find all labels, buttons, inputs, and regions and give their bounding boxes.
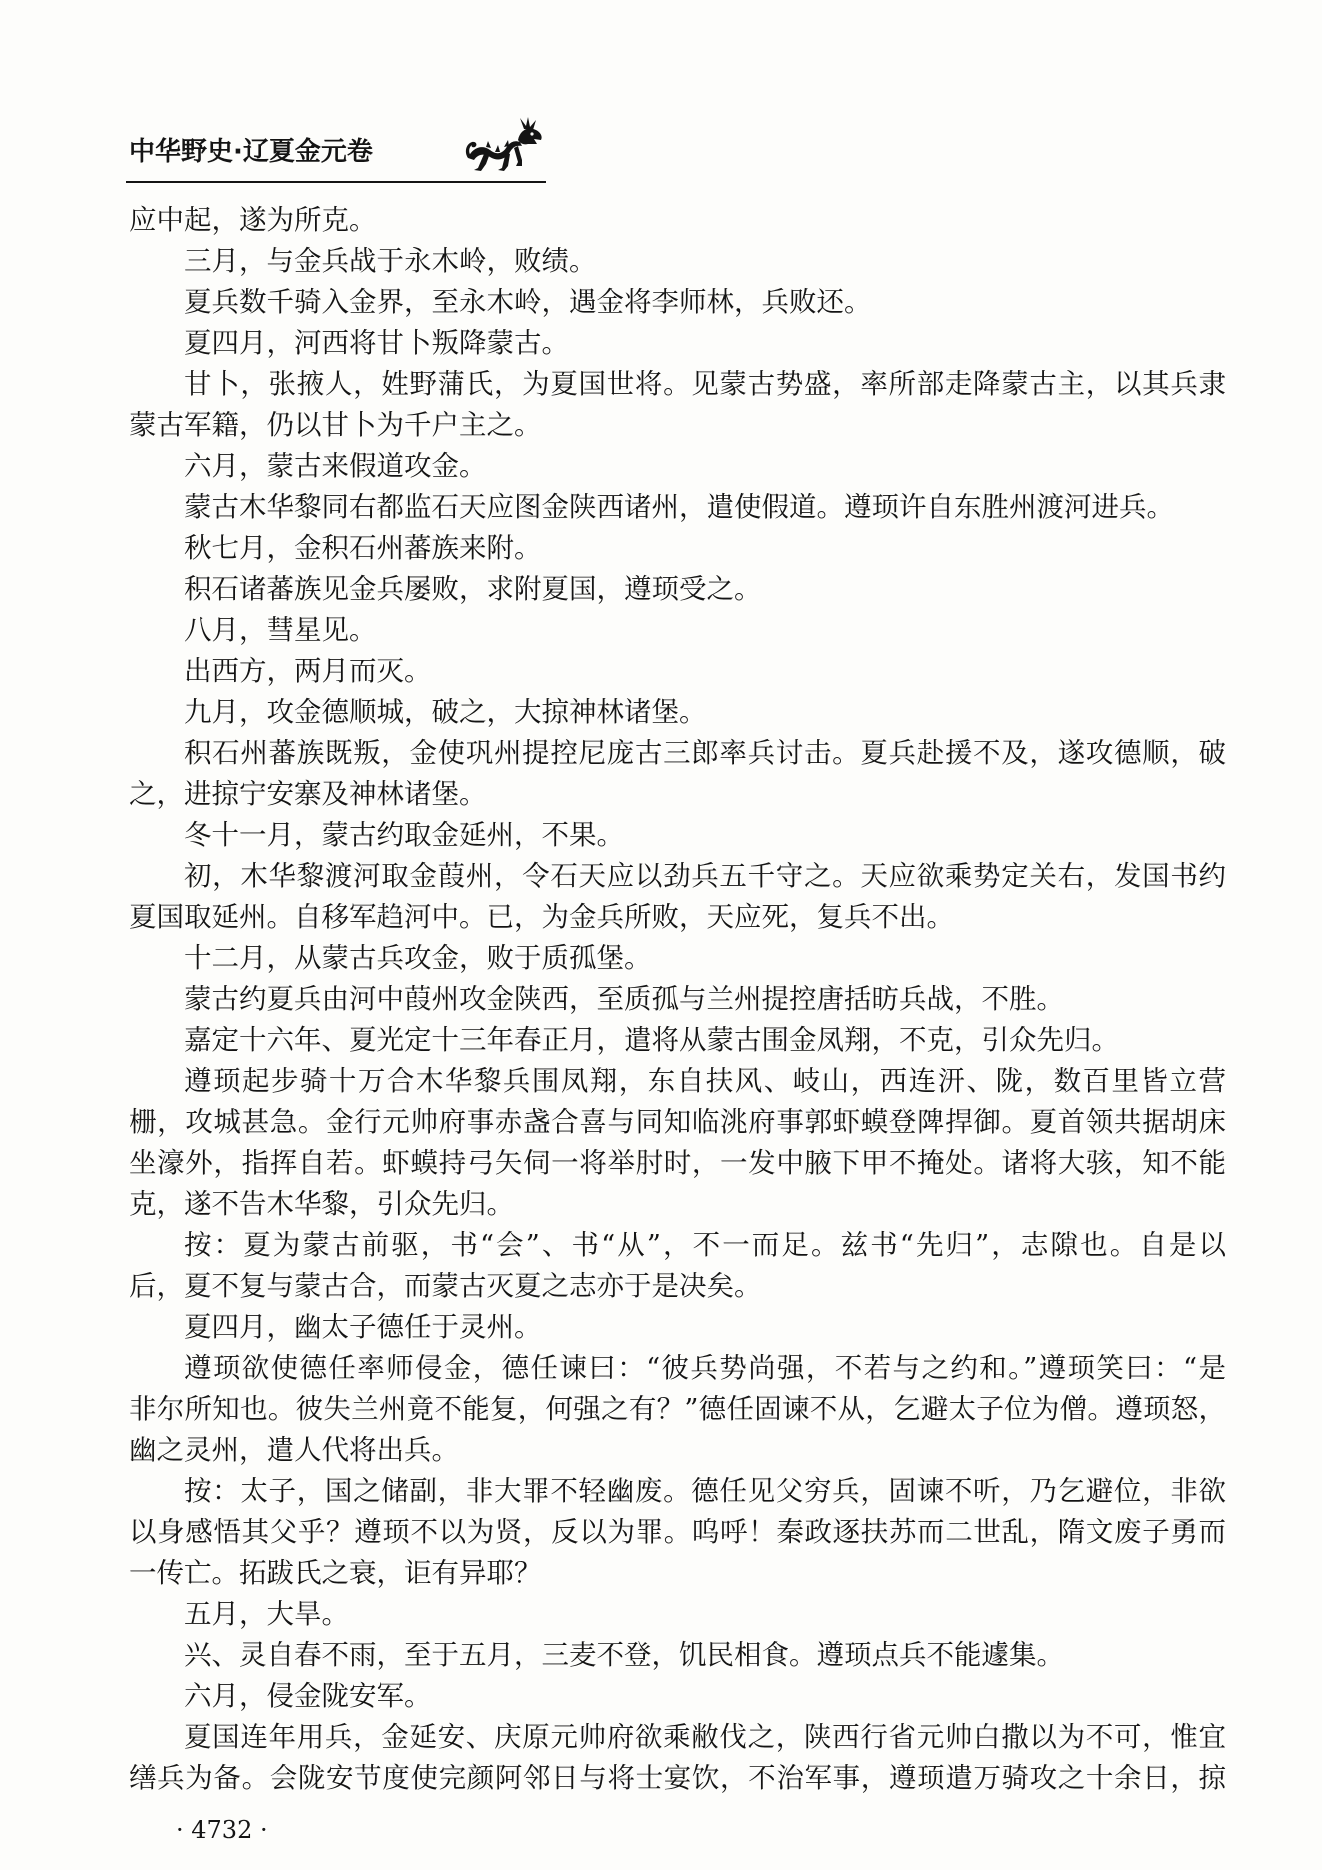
paragraph xyxy=(129,815,1226,856)
paragraph xyxy=(129,979,1226,1020)
text-line: 初，木华黎渡河取金葭州，令石天应以劲兵五千守之。天应欲乘势定关右，发国书约 xyxy=(184,860,1226,892)
text-line: 积石州蕃族既叛，金使巩州提控尼庞古三郎率兵讨击。夏兵赴援不及，遂攻德顺，破 xyxy=(184,737,1226,769)
paragraph xyxy=(129,1307,1226,1348)
text-line: 坐濠外，指挥自若。虾蟆持弓矢伺一将举肘时，一发中腋下甲不掩处。诸将大骇，知不能 xyxy=(129,1147,1226,1179)
paragraph xyxy=(129,487,1226,528)
text-line: 栅，攻城甚急。金行元帅府事赤盏合喜与同知临洮府事郭虾蟆登陴捍御。夏首领共据胡床 xyxy=(129,1106,1226,1138)
paragraph xyxy=(129,733,1226,815)
paragraph xyxy=(129,446,1226,487)
paragraph xyxy=(129,528,1226,569)
text-line: 应中起，遂为所克。 xyxy=(129,204,377,236)
paragraph xyxy=(129,610,1226,651)
text-line: 三月，与金兵战于永木岭，败绩。 xyxy=(184,245,597,277)
paragraph xyxy=(129,1717,1226,1799)
body-text xyxy=(129,200,1226,1799)
paragraph xyxy=(129,1225,1226,1307)
dragon-emblem-icon xyxy=(462,114,546,178)
text-line: 兴、灵自春不雨，至于五月，三麦不登，饥民相食。遵顼点兵不能遽集。 xyxy=(184,1639,1064,1671)
paragraph xyxy=(129,1020,1226,1061)
text-line: 遵顼起步骑十万合木华黎兵围凤翔，东自扶风、岐山，西连汧、陇，数百里皆立营 xyxy=(184,1065,1226,1097)
text-line: 幽之灵州，遣人代将出兵。 xyxy=(129,1434,459,1466)
paragraph xyxy=(129,1061,1226,1225)
text-line: 蒙古约夏兵由河中葭州攻金陕西，至质孤与兰州提控唐括昉兵战，不胜。 xyxy=(184,983,1064,1015)
text-line: 后，夏不复与蒙古合，而蒙古灭夏之志亦于是决矣。 xyxy=(129,1270,762,1302)
page-number: · 4732 · xyxy=(176,1816,268,1844)
paragraph xyxy=(129,1471,1226,1594)
text-line: 甘卜，张掖人，姓野蒲氏，为夏国世将。见蒙古势盛，率所部走降蒙古主，以其兵隶 xyxy=(184,368,1226,400)
text-line: 蒙古木华黎同右都监石天应图金陕西诸州，遣使假道。遵顼许自东胜州渡河进兵。 xyxy=(184,491,1174,523)
text-line: 蒙古军籍，仍以甘卜为千户主之。 xyxy=(129,409,542,441)
text-line: 十二月，从蒙古兵攻金，败于质孤堡。 xyxy=(184,942,652,974)
paragraph xyxy=(129,1594,1226,1635)
text-line: 非尔所知也。彼失兰州竟不能复，何强之有？”德任固谏不从，乞避太子位为僧。遵顼怒， xyxy=(129,1393,1226,1425)
text-line: 九月，攻金德顺城，破之，大掠神林诸堡。 xyxy=(184,696,707,728)
running-header-title: 中华野史·辽夏金元卷 xyxy=(129,137,373,167)
text-line: 五月，大旱。 xyxy=(184,1598,349,1630)
paragraph xyxy=(129,1676,1226,1717)
text-line: 秋七月，金积石州蕃族来附。 xyxy=(184,532,542,564)
text-line: 嘉定十六年、夏光定十三年春正月，遣将从蒙古围金凤翔，不克，引众先归。 xyxy=(184,1024,1119,1056)
paragraph xyxy=(129,692,1226,733)
text-line: 六月，蒙古来假道攻金。 xyxy=(184,450,487,482)
text-line: 遵顼欲使德任率师侵金，德任谏曰：“彼兵势尚强，不若与之约和。”遵顼笑曰：“是 xyxy=(184,1352,1226,1384)
text-line: 夏国取延州。自移军趋河中。已，为金兵所败，天应死，复兵不出。 xyxy=(129,901,954,933)
text-line: 八月，彗星见。 xyxy=(184,614,377,646)
text-line: 克，遂不告木华黎，引众先归。 xyxy=(129,1188,514,1220)
text-line: 按：太子，国之储副，非大罪不轻幽废。德任见父穷兵，固谏不听，乃乞避位，非欲 xyxy=(184,1475,1226,1507)
text-line: 按：夏为蒙古前驱，书“会”、书“从”，不一而足。兹书“先归”，志隙也。自是以 xyxy=(184,1229,1226,1261)
paragraph xyxy=(129,856,1226,938)
paragraph xyxy=(129,364,1226,446)
header-rule xyxy=(126,181,546,183)
paragraph-continued xyxy=(129,200,1226,241)
text-line: 以身感悟其父乎？遵顼不以为贤，反以为罪。呜呼！秦政逐扶苏而二世乱，隋文废子勇而 xyxy=(129,1516,1226,1548)
paragraph xyxy=(129,1635,1226,1676)
text-line: 夏国连年用兵，金延安、庆原元帅府欲乘敝伐之，陕西行省元帅白撒以为不可，惟宜 xyxy=(184,1721,1226,1753)
paragraph xyxy=(129,282,1226,323)
paragraph xyxy=(129,651,1226,692)
text-line: 冬十一月，蒙古约取金延州，不果。 xyxy=(184,819,624,851)
text-line: 夏兵数千骑入金界，至永木岭，遇金将李师林，兵败还。 xyxy=(184,286,872,318)
text-line: 积石诸蕃族见金兵屡败，求附夏国，遵顼受之。 xyxy=(184,573,762,605)
paragraph xyxy=(129,241,1226,282)
text-line: 出西方，两月而灭。 xyxy=(184,655,432,687)
text-line: 夏四月，幽太子德任于灵州。 xyxy=(184,1311,542,1343)
text-line: 六月，侵金陇安军。 xyxy=(184,1680,432,1712)
paragraph xyxy=(129,569,1226,610)
text-line: 之，进掠宁安寨及神林诸堡。 xyxy=(129,778,487,810)
paragraph xyxy=(129,938,1226,979)
text-line: 缮兵为备。会陇安节度使完颜阿邻日与将士宴饮，不治军事，遵顼遣万骑攻之十余日，掠 xyxy=(129,1762,1226,1794)
text-line: 一传亡。拓跋氏之衰，讵有异耶？ xyxy=(129,1557,542,1589)
paragraph xyxy=(129,1348,1226,1471)
paragraph xyxy=(129,323,1226,364)
text-line: 夏四月，河西将甘卜叛降蒙古。 xyxy=(184,327,569,359)
